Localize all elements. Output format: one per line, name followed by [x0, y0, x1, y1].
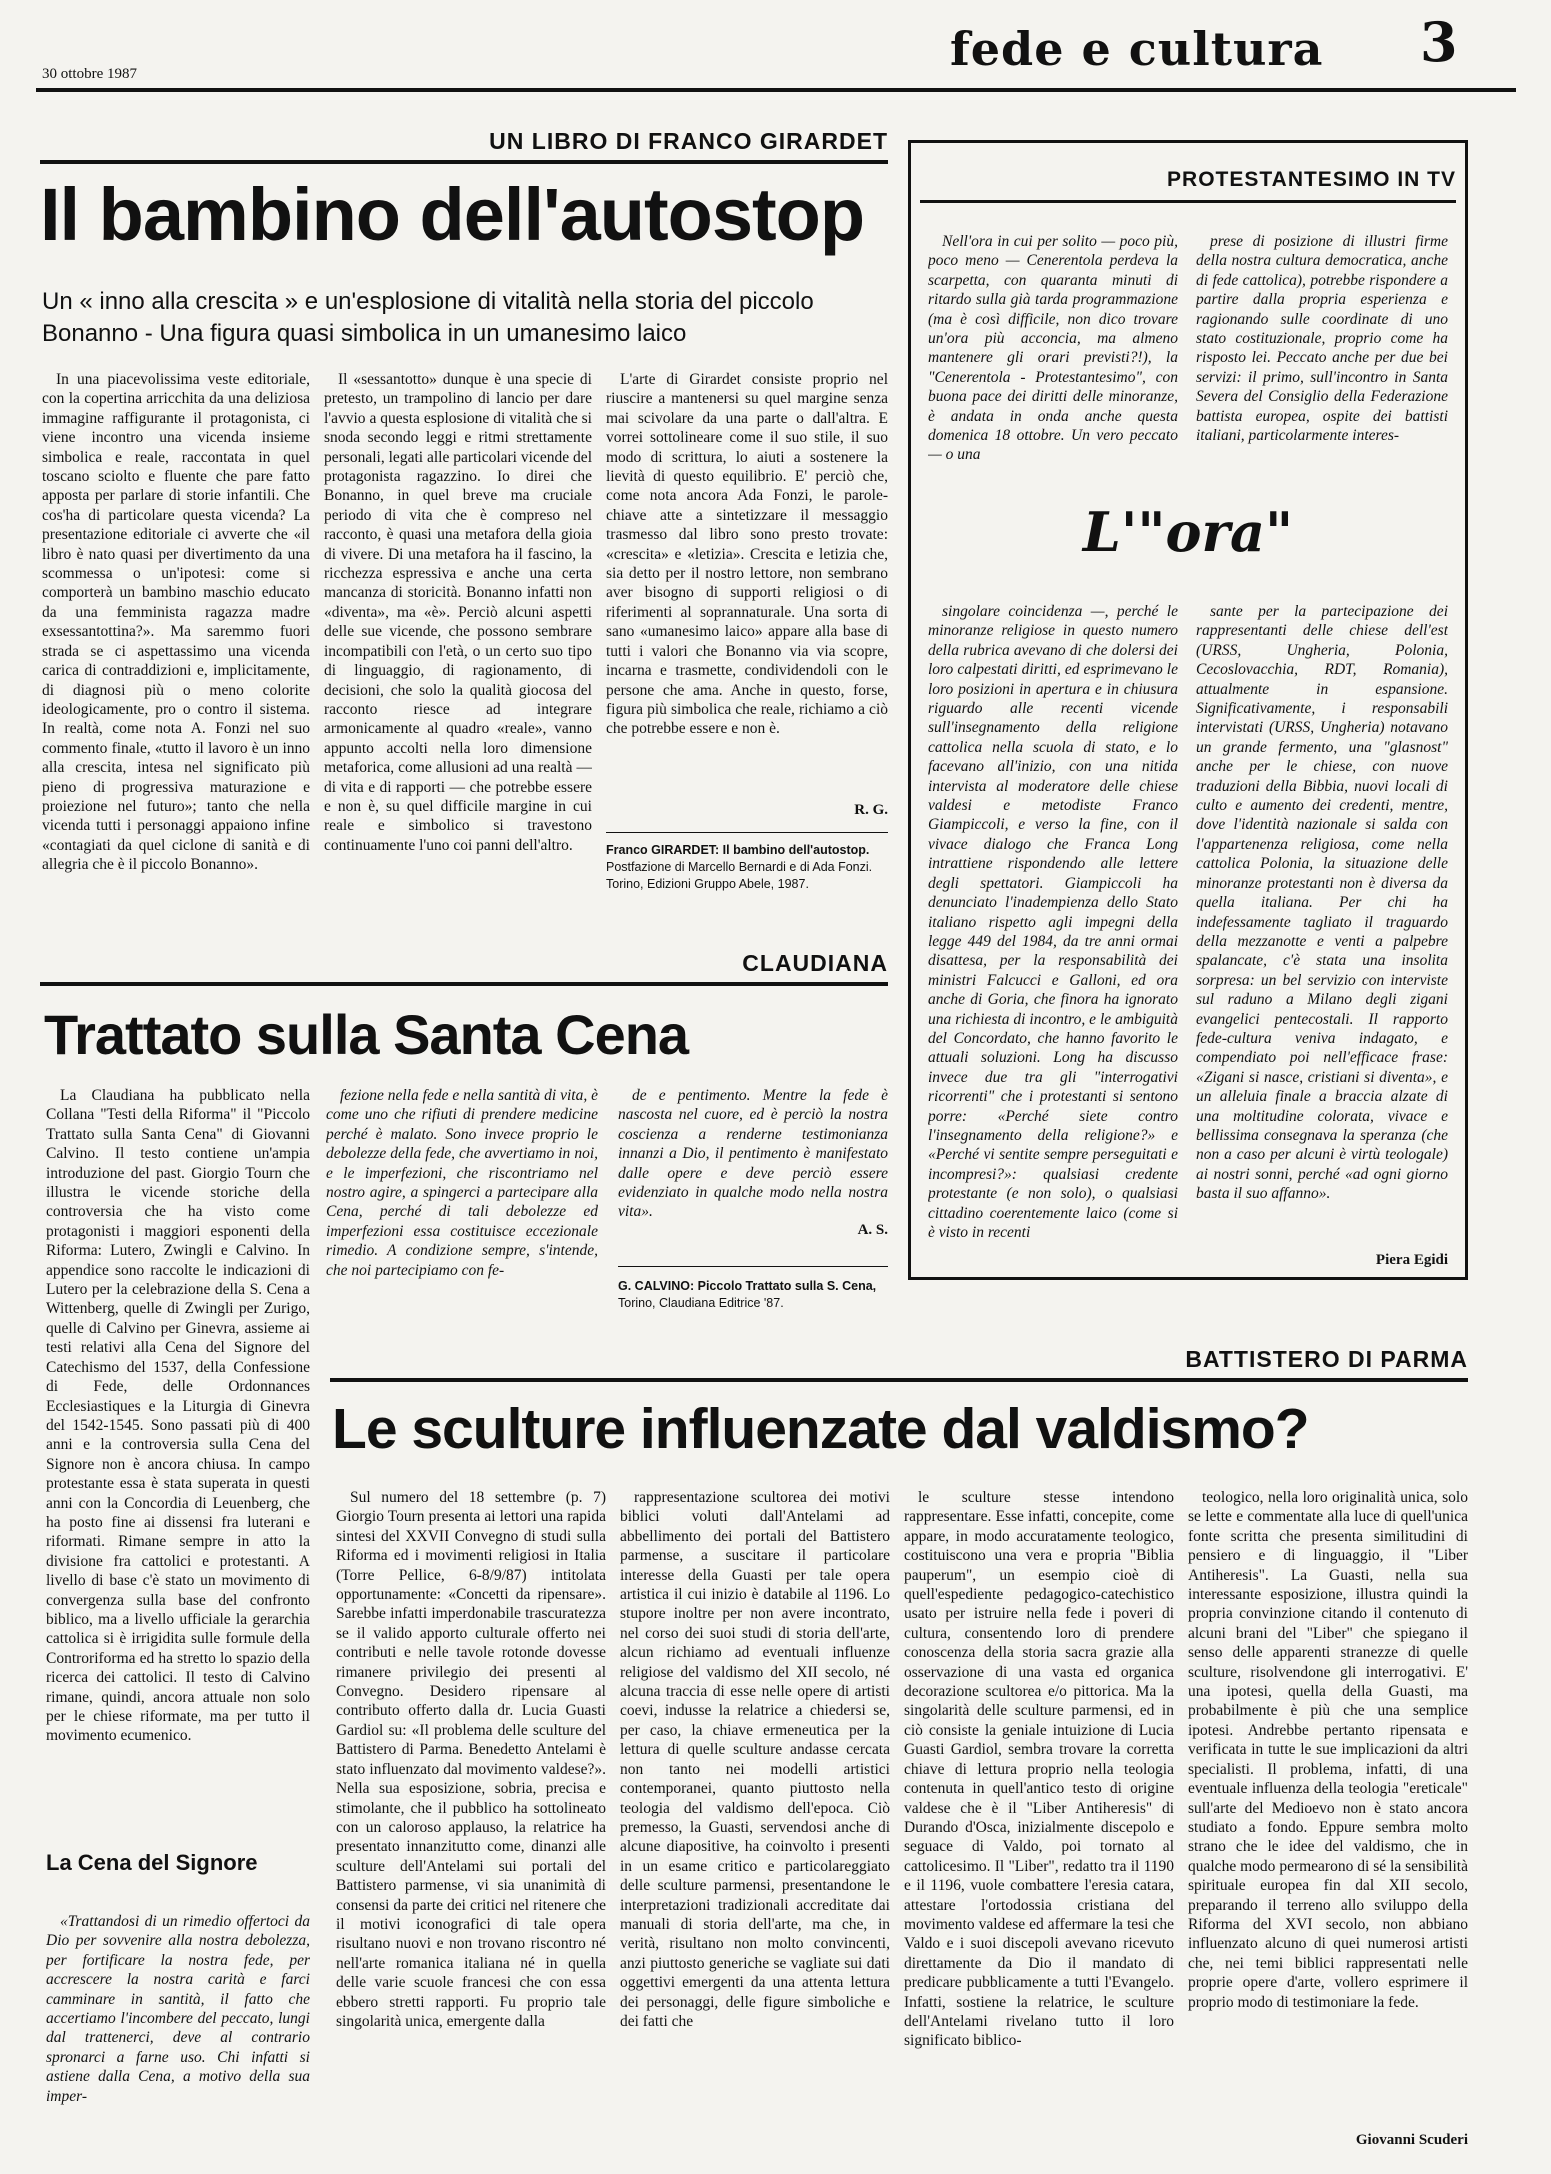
- autostop-kicker-rule: [40, 160, 888, 164]
- autostop-column-2: Il «sessantotto» dunque è una specie di pretesto, un trampolino di lancio per dare l'avvio a questa esplosione di vitalità che si snoda secondo leggi e ritmi strettamente personali, legati alle particolari vicende del protagonista ragazzino. Io direi che Bonanno, in quel breve ma cruciale periodo di vita che è compreso nel racconto, è quasi una metafora della gioia di vivere. Di una metafora ha il fascino, la ricchezza espressiva e anche una certa mancanza di storicità. Bonanno infatti non «diventa», ma «è». Perciò alcuni aspetti delle sue vicende, che possono sembrare incompatibili con l'età, o un certo suo tipo di linguaggio, di ragionamento, di decisioni, che solo la qualità giocosa del racconto riesce ad integrare armonicamente al quadro «reale», vanno appunto accolti nella loro dimensione metaforica, come allusioni ad una realtà — di vita e di rapporti — che potrebbe essere e non è, su quel difficile margine in cui reale e simbolico si travestono continuamente l'uno coi panni dell'altro.: [324, 371, 592, 854]
- autostop-credit-title: Franco GIRARDET: Il bambino dell'autostop.: [606, 843, 870, 857]
- page-date: 30 ottobre 1987: [42, 66, 137, 82]
- autostop-book-credit: [606, 842, 888, 893]
- tv-kicker-rule: [920, 200, 1456, 203]
- section-title: fede e cultura: [950, 22, 1324, 76]
- cena-headline: Trattato sulla Santa Cena: [44, 1003, 689, 1066]
- cena-credit-details: Torino, Claudiana Editrice '87.: [618, 1296, 784, 1310]
- tv-title: L'"ora": [1082, 500, 1294, 564]
- masthead-rule: [36, 88, 1516, 92]
- tv-intro-left: Nell'ora in cui per solito — poco più, poco meno — Cenerentola perdeva la scarpetta, con quaranta minuti di ritardo sulla già tarda programmazione (ma è così difficile, non dico trovare un'ora più acconcia, ma almeno mantenere gli orari previsti?!), la "Cenerentola - Protestantesimo", con buona pace dei diritti delle minoranze, è andata in onda anche questa domenica 18 ottobre. Un vero peccato — o una: [928, 233, 1178, 464]
- parma-kicker-rule: [330, 1378, 1468, 1382]
- autostop-column-3: L'arte di Girardet consiste proprio nel riuscire a mantenersi su quel margine senza mai scivolare da una parte o dall'altra. E vorrei sottolineare come il suo stile, il suo modo di scrittura, lo aiuti a sostenere la lievità di questo equilibrio. E' perciò che, come nota ancora Ada Fonzi, le parole-chiave atte a sintetizzare il messaggio trasmesso dal libro sono presto trovate: «crescita» e «letizia». Crescita e letizia che, sia detto per il nostro lettore, non sembrano aver bisogno di supporti religiosi o di riferimenti al soprannaturale. Una sorta di sano «umanesimo laico» appare alla base di tutti i valori che Bonanno via via scopre, incarna e trasmette, condividendoli con le persone che ama. Anche in questo, forse, figura più simbolica che reale, richiamo a ciò che potrebbe essere e non è.: [606, 371, 888, 738]
- parma-column-1: Sul numero del 18 settembre (p. 7) Giorgio Tourn presenta ai lettori una rapida sintesi del XXVII Convegno di studi sulla Riforma ed i movimenti religiosi in Italia (Torre Pellice, 6-8/9/87) intitolata opportunamente: «Concetti da ripensare». Sarebbe infatti imperdonabile trascuratezza se il valido apporto culturale offerto nei contributi e nelle tavole rotonde dovesse rimanere privilegio dei presenti al Convegno. Desidero ripensare al contributo offerto dalla dr. Lucia Guasti Gardiol su: «Il problema delle sculture del Battistero di Parma. Benedetto Antelami è stato influenzato dal movimento valdese?». Nella sua esposizione, sobria, precisa e stimolante, che il pubblico ha sottolineato con un caloroso applauso, la relatrice ha presentato innanzitutto come, dinanzi alle sculture dell'Antelami sui portali del Battistero parmense, vi sia unanimità di consensi da parte dei critici nel ritenere che il motivi iconografici di tale opera risultano nuovi e non trovano riscontro né nell'arte romanica italiana né in quella delle varie scuole francesi che con essa ebbero stretti rapporti. Fu proprio tale singolarità unica, emergente dalla: [336, 1489, 606, 2030]
- cena-credit-title: G. CALVINO: Piccolo Trattato sulla S. Cena,: [618, 1279, 877, 1293]
- autostop-credit-details: Postfazione di Marcello Bernardi e di Ada Fonzi. Torino, Edizioni Gruppo Abele, 1987.: [606, 860, 873, 891]
- tv-body-right: sante per la partecipazione dei rappresentanti delle chiese dell'est (URSS, Ungheria, Polonia, Cecoslovacchia, RDT, Romania), attualmente in espansione. Significativamente, i responsabili intervistati (URSS, Ungheria) notavano un grande fermento, una "glasnost" anche per le chiese, con nuove traduzioni della Bibbia, nuovi locali di culto e aumento dei credenti, mentre, dove l'identità nazionale si salda con l'appartenenza religiosa, come nella cattolica Polonia, la situazione delle minoranze protestanti non è diversa da quella italiana. Per chi ha indefessamente tagliato il traguardo della mezzanotte e venti a palpebre spalancate, c'è stata una insolita sorpresa: un bel servizio con interviste sul raduno a Milano degli zigani evangelici pentecostali. Il rapporto fede-cultura veniva indagato, e compendiato poi nell'efficace frase: «Zigani si nasce, cristiani si diventa», e un alleluia finale a braccia alzate di una moltitudine colorata, vivace e bellissima consegnava la speranza (che non a caso per alcuni è virtù teologale) ai nostri sonni, perché «ad ogni giorno basta il suo affanno».: [1196, 603, 1448, 1203]
- tv-kicker: PROTESTANTESIMO IN TV: [1167, 168, 1456, 191]
- cena-column-1-quote: «Trattandosi di un rimedio offertoci da Dio per sovvenire alla nostra debolezza, per fortificare la nostra fede, per accrescere la nostra carità e farci camminare in santità, il fatto che accertiamo l'incombere del peccato, lungi dal trattenerci, deve al contrario spronarci a farne uso. Chi infatti si astiene dalla Cena, a motivo della sua imper-: [46, 1913, 310, 2105]
- cena-kicker-rule: [40, 982, 888, 986]
- cena-book-credit: [618, 1278, 888, 1312]
- parma-column-2: rappresentazione scultorea dei motivi biblici voluti dall'Antelami ad abbellimento dei portali del Battistero parmense, a suscitare il particolare interesse della Guasti per tale opera artistica il cui inizio è databile al 1196. Lo stupore inoltre per non avere incontrato, nel corso dei suoi studi di storia dell'arte, alcun richiamo ad eventuali influenze religiose del valdismo del XII secolo, né alcuna traccia di esse nelle opere di artisti coevi, indusse la relatrice a chiedersi se, per caso, la chiave ermeneutica per la lettura di quelle sculture andasse cercata non tanto nei modelli artistici contemporanei, quanto piuttosto nella teologia del valdismo dell'epoca. Ciò premesso, la Guasti, servendosi anche di alcune diapositive, ha coinvolto i presenti in un esame critico e particolareggiato delle sculture parmensi, presentandone le interpretazioni tradizionali accreditate dai manuali di storia dell'arte, ma che, in verità, risultano non molto convincenti, anzi piuttosto generiche se vagliate sui dati oggettivi emergenti da una attenta lettura dei personaggi, delle figure simboliche e dei fatti che: [620, 1489, 890, 2030]
- autostop-signature: R. G.: [854, 802, 888, 818]
- parma-kicker: BATTISTERO DI PARMA: [1185, 1346, 1468, 1372]
- parma-headline: Le sculture influenzate dal valdismo?: [332, 1397, 1309, 1461]
- page-number: 3: [1420, 10, 1458, 74]
- autostop-headline: Il bambino dell'autostop: [40, 173, 865, 256]
- tv-body-left: singolare coincidenza —, perché le minoranze religiose in questo numero della rubrica avevano di che dolersi dei loro calpestati diritti, ed esprimevano le loro posizioni in apertura e in chiusura riguardo alle recenti vicende sull'insegnamento della religione cattolica nella scuola di stato, e lo facevano all'inizio, con una nitida intervista al moderatore delle chiese valdesi e metodiste Franco Giampiccoli, e verso la fine, con il vivace dialogo che Franca Long intrattiene rispondendo alle lettere degli spettatori. Giampiccoli ha denunciato l'inadempienza dello Stato italiano rispetto agli impegni della legge 449 del 1984, da tre anni ormai disattesa, per la responsabilità dei ministri Falcucci e Galloni, ed ora anche di Goria, che finora ha ignorato una richiesta di incontro, e le ambiguità del Concordato, che hanno favorito le attuali soluzioni. Long ha discusso invece due tra gli "interrogativi ricorrenti" che i protestanti si sentono porre: «Perché siete contro l'insegnamento della religione?» e «Perché vi sentite sempre perseguitati e incompresi?»: qualsiasi credente protestante (e non solo), o qualsiasi cittadino coerentemente laico (come si è visto in recenti: [928, 603, 1178, 1241]
- cena-column-2: fezione nella fede e nella santità di vita, è come uno che rifiuti di prendere medicine perché è malato. Sono invece proprio le debolezze della fede, che avvertiamo in noi, e le imperfezioni, che riscontriamo nel nostro agire, a spingerci a partecipare alla Cena, perché di tali debolezze ed imperfezioni essa costituisce eccezionale rimedio. A condizione sempre, s'intende, che noi partecipiamo con fe-: [326, 1087, 598, 1279]
- tv-intro-right: prese di posizione di illustri firme della nostra cultura democratica, anche di fede cattolica), potrebbe rispondere a partire dalla propria esperienza e ragionando sulle coordinate di uno stato costituzionale, proprio come ha risposto lei. Peccato anche per due bei servizi: il primo, sull'incontro in Santa Severa del Consiglio della Federazione battista europea, ospite dei battisti italiani, particolarmente interes-: [1196, 233, 1448, 445]
- cena-signature: A. S.: [857, 1222, 888, 1238]
- parma-column-4: teologico, nella loro originalità unica, solo se lette e commentate alla luce di quell'unica fonte scritta che presenta similitudini di pensiero e di linguaggio, il "Liber Antiheresis". La Guasti, nella sua interessante esposizione, illustra quindi la propria convinzione citando il contenuto di alcuni brani del "Liber" che spiegano il senso delle apparenti stranezze di quelle sculture, risolvendone gli interrogativi. E' una ipotesi, quella della Guasti, ma probabilmente è più che una semplice ipotesi. Andrebbe pertanto ripensata e verificata in tutte le sue implicazioni da altri specialisti. Il problema, infatti, di una eventuale influenza della teologia "ereticale" sull'arte del Medioevo non è stato ancora studiato a fondo. Eppure sembra molto strano che le idee del valdismo, che in qualche modo permearono di sé la sensibilità spirituale europea fin dal XII secolo, preparando il terreno allo sviluppo della Riforma del XVI secolo, non abbiano influenzato alcuno di quei numerosi artisti che, nei temi biblici rappresentati nelle proprie opere d'arte, vollero esprimere il proprio modo di testimoniare la fede.: [1188, 1489, 1468, 2011]
- parma-column-3: le sculture stesse intendono rappresentare. Esse infatti, concepite, come appare, in modo accuratamente teologico, costituiscono una vera e propria "Biblia pauperum", un esempio cioè di quell'espediente pedagogico-catechistico usato per istruire nella fede i poveri di cultura, consentendo loro di prendere conoscenza della storia sacra grazie alla osservazione di una vasta ed organica decorazione scultorea e/o pittorica. Ma la singolarità delle sculture parmensi, ed in ciò consiste la geniale intuizione di Lucia Guasti Gardiol, sembra trovare la corretta chiave di lettura proprio nella teologia contenuta in quell'antico testo di origine valdese che è il "Liber Antiheresis" di Durando d'Osca, inizialmente discepolo e seguace di Valdo, poi tornato al cattolicesimo. Il "Liber", redatto tra il 1190 e il 1196, vuole combattere l'eresia catara, attestare l'ortodossia cristiana del movimento valdese ed affermare la tesi che Valdo e i suoi discepoli avevano ricevuto direttamente da Dio il mandato di predicare pubblicamente a tutti l'Evangelo. Infatti, sostiene la relatrice, le sculture dell'Antelami rivelano tutto il loro significato biblico-: [904, 1489, 1174, 2050]
- autostop-kicker: UN LIBRO DI FRANCO GIRARDET: [489, 128, 888, 154]
- autostop-credit-rule: [606, 832, 888, 833]
- cena-column-3: de e pentimento. Mentre la fede è nascosta nel cuore, ed è perciò la nostra coscienza a renderne testimonianza innanzi a Dio, il pentimento è manifestato dalle opere e deve perciò essere evidenziato in qualche modo nella nostra vita».: [618, 1087, 888, 1221]
- autostop-column-1: In una piacevolissima veste editoriale, con la copertina arricchita da una deliziosa immagine raffigurante il protagonista, ci viene incontro una vicenda insieme simbolica e reale, raccontata in quel toscano sciolto e fluente che pare fatto apposta per parlare di storie infantili. Che cos'ha di particolare questa vicenda? La presentazione editoriale ci avverte che «il libro è nato quasi per divertimento da una scommessa o un'ipotesi: come si comporterà un bambino maschio educato da una femminista ragazza madre exsessantottina?». Ma saremmo fuori strada se ci aspettassimo una vicenda carica di contraddizioni e, implicitamente, di diagnosi più o meno colorite ideologicamente, pro o contro il sistema. In realtà, come nota A. Fonzi nel suo commento finale, «tutto il lavoro è un inno alla crescita, intesa nel significato più pieno di progressiva maturazione e proiezione nel futuro»; tanto che nella vicenda tutti i personaggi appaiono infine «contagiati da quel ciclone di sanità e di allegria che è il piccolo Bonanno».: [42, 371, 310, 874]
- cena-subhead: La Cena del Signore: [46, 1850, 258, 1875]
- cena-kicker: CLAUDIANA: [742, 950, 888, 976]
- tv-signature: Piera Egidi: [1375, 1252, 1448, 1268]
- parma-signature: Giovanni Scuderi: [1355, 2132, 1468, 2148]
- cena-column-1: La Claudiana ha pubblicato nella Collana "Testi della Riforma" il "Piccolo Trattato sulla Santa Cena" di Giovanni Calvino. Il testo contiene un'ampia introduzione del past. Giorgio Tourn che illustra le vicende storiche della controversia che ha visto come protagonisti i maggiori esponenti della Riforma: Lutero, Zwingli e Calvino. In appendice sono raccolte le indicazioni di Lutero per la celebrazione della S. Cena a Wittenberg, quelle di Zwingli per Zurigo, quelle di Calvino per Ginevra, assieme ai testi relativi alla Cena del Signore del Catechismo del 1537, della Confessione di Fede, delle Ordonnances Ecclesiastiques e la Liturgia di Ginevra del 1542-1545. Sono passati più di 400 anni e la controversia sulla Cena del Signore non è ancora chiusa. In campo protestante essa è stata superata in questi anni con la Concordia di Leuenberg, che ha posto fine ai dissensi fra luterani e riformati. Rimane sempre in atto la divisione fra cattolici e protestanti. A livello di base c'è stato un movimento di convergenza sulla base del confronto biblico, ma a livello ufficiale la gerarchia cattolica si è irrigidita sulle formule della Controriforma ed ha stretto lo spazio della ricerca dei cattolici. Il testo di Calvino rimane, quindi, ancora attuale non solo per le chiese riformate, ma per tutto il movimento ecumenico.: [46, 1087, 310, 1745]
- cena-credit-rule: [618, 1266, 888, 1267]
- autostop-deck: Un « inno alla crescita » e un'esplosione di vitalità nella storia del piccolo Bonanno - Una figura quasi simbolica in un umanesimo laico: [42, 288, 814, 347]
